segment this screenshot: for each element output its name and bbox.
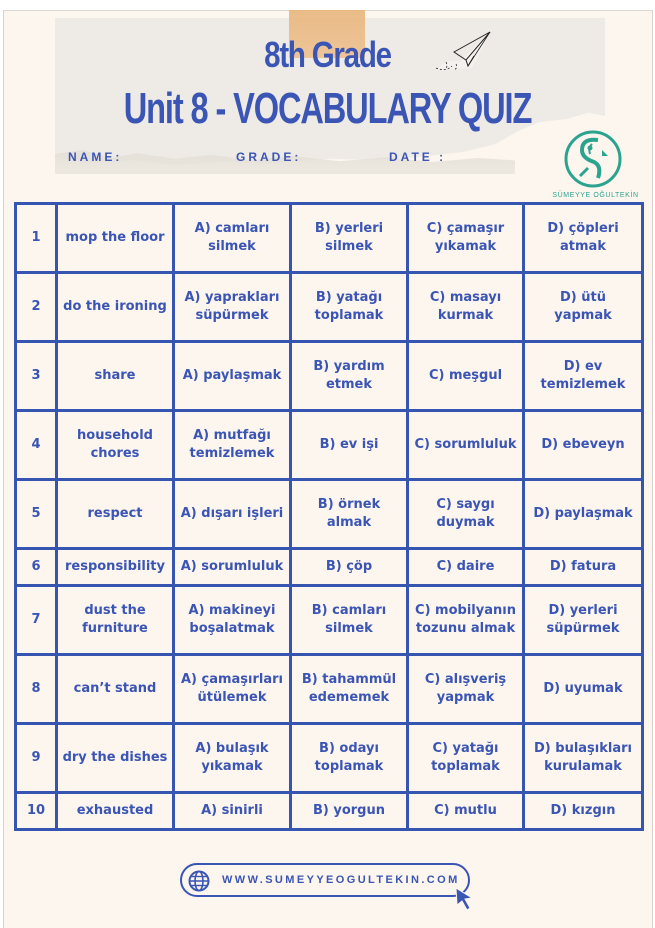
question-word: household chores [57,410,174,479]
option-d: D) paylaşmak [524,479,643,548]
question-number: 3 [16,341,57,410]
option-a: A) yaprakları süpürmek [174,272,291,341]
option-c: C) daire [408,548,524,585]
logo-text: SÜMEYYE OĞULTEKİN [552,192,639,199]
option-a: A) sorumluluk [174,548,291,585]
question-word: dry the dishes [57,723,174,792]
question-word: exhausted [57,792,174,829]
question-word: dust the furniture [57,585,174,654]
option-a: A) paylaşmak [174,341,291,410]
option-a: A) makineyi boşalatmak [174,585,291,654]
table-row [16,723,643,792]
option-c: C) saygı duymak [408,479,524,548]
grade-field-label: GRADE: [236,150,302,164]
option-c: C) sorumluluk [408,410,524,479]
question-word: can’t stand [57,654,174,723]
option-c: C) çamaşır yıkamak [408,204,524,273]
option-c: C) mutlu [408,792,524,829]
option-b: B) yatağı toplamak [291,272,408,341]
option-c: C) mobilyanın tozunu almak [408,585,524,654]
option-d: D) ütü yapmak [524,272,643,341]
date-field-label: DATE : [389,150,447,164]
question-number: 7 [16,585,57,654]
question-number: 10 [16,792,57,829]
quiz-table [14,202,644,831]
option-d: D) ev temizlemek [524,341,643,410]
website-url: WWW.SUMEYYEOGULTEKIN.COM [222,874,460,886]
option-d: D) fatura [524,548,643,585]
globe-icon [188,870,210,892]
table-row [16,792,643,829]
option-a: A) bulaşık yıkamak [174,723,291,792]
option-a: A) sinirli [174,792,291,829]
option-d: D) kızgın [524,792,643,829]
table-row [16,272,643,341]
option-d: D) uyumak [524,654,643,723]
name-field-label: NAME: [68,150,123,164]
question-word: responsibility [57,548,174,585]
option-b: B) çöp [291,548,408,585]
question-number: 2 [16,272,57,341]
website-link[interactable] [180,863,470,897]
logo-icon [562,128,624,190]
option-c: C) alışveriş yapmak [408,654,524,723]
option-c: C) yatağı toplamak [408,723,524,792]
table-row [16,479,643,548]
option-d: D) yerleri süpürmek [524,585,643,654]
option-a: A) camları silmek [174,204,291,273]
option-d: D) çöpleri atmak [524,204,643,273]
option-b: B) tahammül edememek [291,654,408,723]
option-b: B) örnek almak [291,479,408,548]
option-c: C) meşgul [408,341,524,410]
table-row [16,585,643,654]
option-a: A) dışarı işleri [174,479,291,548]
question-number: 9 [16,723,57,792]
option-b: B) yerleri silmek [291,204,408,273]
page-title-quiz: Unit 8 - VOCABULARY QUIZ [123,84,532,133]
page-title-grade: 8th Grade [264,34,391,75]
option-d: D) ebeveyn [524,410,643,479]
table-row [16,410,643,479]
option-d: D) bulaşıkları kurulamak [524,723,643,792]
option-a: A) çamaşırları ütülemek [174,654,291,723]
table-row [16,654,643,723]
option-a: A) mutfağı temizlemek [174,410,291,479]
question-word: mop the floor [57,204,174,273]
table-row [16,548,643,585]
question-number: 8 [16,654,57,723]
option-b: B) ev işi [291,410,408,479]
option-b: B) yorgun [291,792,408,829]
option-b: B) yardım etmek [291,341,408,410]
option-b: B) odayı toplamak [291,723,408,792]
question-number: 4 [16,410,57,479]
option-c: C) masayı kurmak [408,272,524,341]
table-row [16,341,643,410]
cursor-icon [454,886,476,912]
question-word: respect [57,479,174,548]
option-b: B) camları silmek [291,585,408,654]
question-number: 1 [16,204,57,273]
paper-plane-icon [432,28,494,76]
question-word: do the ironing [57,272,174,341]
question-word: share [57,341,174,410]
table-row [16,204,643,273]
question-number: 6 [16,548,57,585]
question-number: 5 [16,479,57,548]
